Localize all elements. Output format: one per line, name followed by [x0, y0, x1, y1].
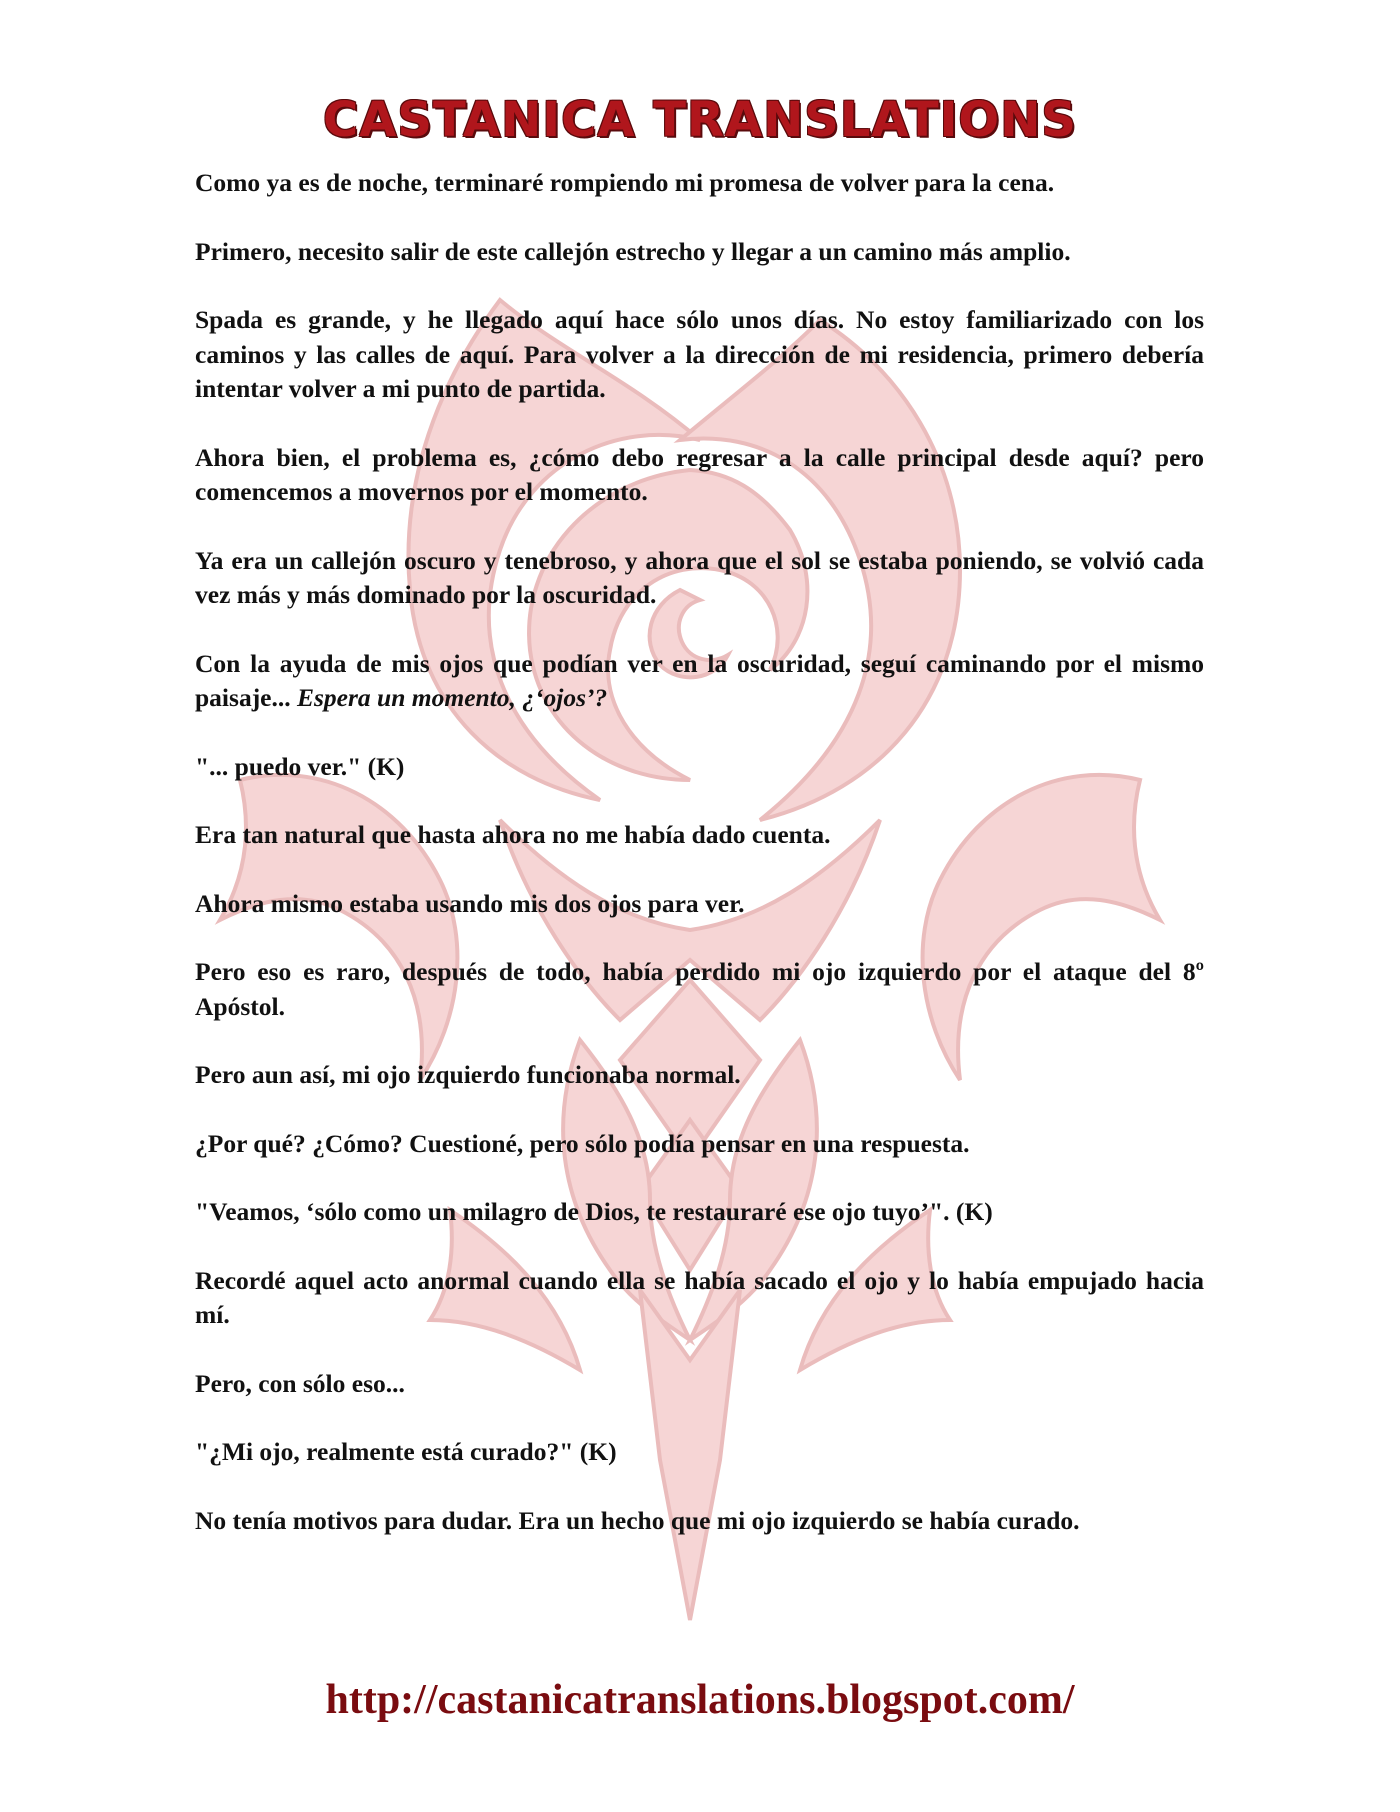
paragraph-11: Pero aun así, mi ojo izquierdo funcionaba normal. — [195, 1060, 741, 1089]
paragraph-6-text: Con la ayuda de mis ojos que podían ver en la oscuridad, seguí caminando por el mismo paisaje... — [195, 648, 1204, 712]
paragraph-17: No tenía motivos para dudar. Era un hecho que mi ojo izquierdo se había curado. — [195, 1505, 1080, 1535]
paragraph-10: Pero eso es raro, después de todo, había perdido mi ojo izquierdo por el ataque del 8º Apóstol. — [195, 957, 1204, 1021]
paragraph-5: Ya era un callejón oscuro y tenebroso, y ahora que el sol se estaba poniendo, se volvió cada vez más y más dominado por la oscuridad. — [195, 545, 1204, 609]
paragraph-15: Pero, con sólo eso... — [195, 1368, 405, 1398]
paragraph-6 — [195, 647, 1204, 716]
document-body — [195, 166, 1204, 1572]
paragraph-2: Primero, necesito salir de este callejón estrecho y llegar a un camino más amplio. — [195, 236, 1071, 266]
paragraph-3: Spada es grande, y he llegado aquí hace sólo unos días. No estoy familiarizado con los caminos y las calles de aquí. Para volver a la dirección de mi residencia, primero debería intentar volver a mi punto de partida. — [195, 305, 1204, 403]
footer-blog-link[interactable]: http://castanicatranslations.blogspot.com/ — [325, 1677, 1075, 1723]
paragraph-12: ¿Por qué? ¿Cómo? Cuestioné, pero sólo podía pensar en una respuesta. — [195, 1128, 970, 1158]
paragraph-7: "... puedo ver." (K) — [195, 751, 405, 781]
paragraph-6-italic: Espera un momento, ¿‘ojos’? — [297, 683, 608, 712]
paragraph-16: "¿Mi ojo, realmente está curado?" (K) — [195, 1437, 617, 1466]
paragraph-13: "Veamos, ‘sólo como un milagro de Dios, te restauraré ese ojo tuyo’". (K) — [195, 1197, 993, 1226]
paragraph-9: Ahora mismo estaba usando mis dos ojos para ver. — [195, 888, 745, 918]
paragraph-4: Ahora bien, el problema es, ¿cómo debo regresar a la calle principal desde aquí? pero comencemos a movernos por el momento. — [195, 442, 1204, 506]
paragraph-8: Era tan natural que hasta ahora no me había dado cuenta. — [195, 820, 831, 849]
paragraph-14: Recordé aquel acto anormal cuando ella se había sacado el ojo y lo había empujado hacia mí. — [195, 1265, 1204, 1329]
paragraph-1: Como ya es de noche, terminaré rompiendo mi promesa de volver para la cena. — [195, 168, 1055, 197]
page-header-title: CASTANICA TRANSLATIONS — [323, 92, 1077, 148]
